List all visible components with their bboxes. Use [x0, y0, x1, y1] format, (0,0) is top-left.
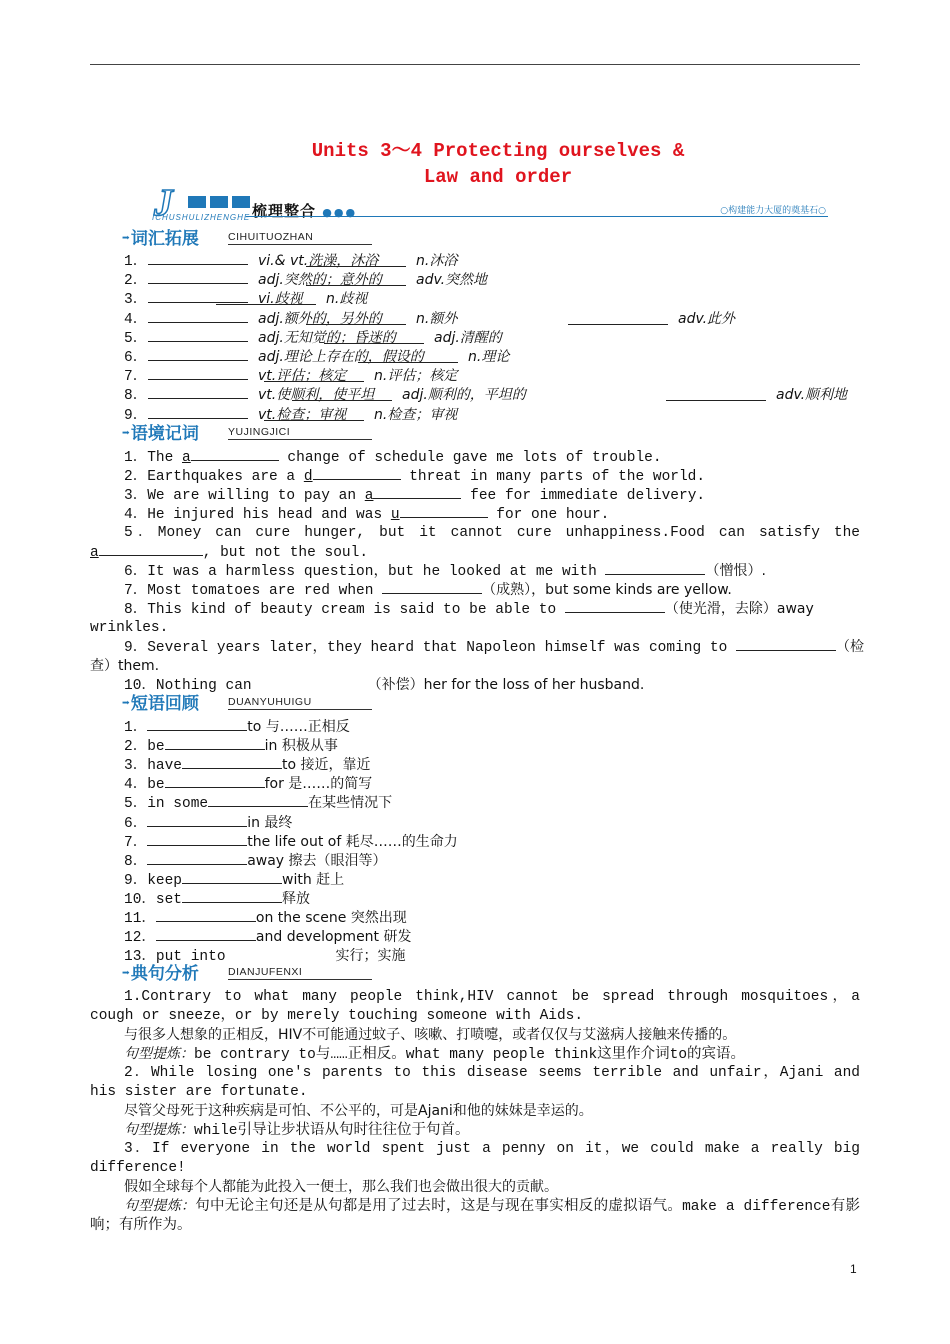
blank[interactable]	[99, 543, 203, 556]
blank[interactable]	[148, 271, 248, 284]
banner-line	[246, 216, 828, 217]
section-pinyin: YUJINGJICI	[228, 426, 372, 440]
blank[interactable]	[147, 852, 247, 865]
top-rule	[90, 64, 860, 65]
blank[interactable]	[156, 928, 256, 941]
context-item-5: 5．Money can cure hunger, but it cannot cure unhappiness.Food can satisfy the	[124, 525, 860, 541]
phrase-item: 3．have to 接近，靠近	[124, 757, 371, 774]
context-item-9-cont: 查）them.	[90, 658, 160, 674]
context-item-10: 10．Nothing can （补偿）her for the loss of her husband.	[124, 677, 645, 694]
blank[interactable]	[165, 775, 265, 788]
blank[interactable]	[736, 638, 836, 651]
banner-dots: ●●●	[322, 206, 358, 219]
section-banner	[150, 182, 830, 226]
blank[interactable]	[264, 369, 364, 382]
blank[interactable]	[156, 909, 256, 922]
blank[interactable]	[182, 871, 282, 884]
sentence-3-translation: 假如全球每个人都能为此投入一便士，那么我们也会做出很大的贡献。	[124, 1179, 558, 1195]
phrase-item: 12． and development 研发	[124, 929, 412, 946]
blank[interactable]	[165, 737, 265, 750]
vocab-item: 6． adj.理论上存在的，假设的 n.理论	[124, 349, 510, 366]
banner-right-text: ○构建能力大厦的奠基石○	[720, 206, 826, 216]
sentence-1-note: 句型提炼：be contrary to与……正相反。what many people think这里作介词to的宾语。	[124, 1046, 746, 1063]
banner-heading-text: 梳理整合	[252, 202, 317, 220]
section-pinyin: DUANYUHUIGU	[228, 696, 372, 710]
phrase-item: 5．in some 在某些情况下	[124, 795, 393, 812]
vocab-item: 4． adj.额外的，另外的 n.额外 adv.此外	[124, 311, 736, 328]
section-label: 短语回顾	[130, 694, 199, 714]
blank[interactable]	[324, 331, 424, 344]
context-item-1: 1．The a change of schedule gave me lots of trouble.	[124, 450, 662, 466]
blank[interactable]	[147, 718, 247, 731]
context-item-2: 2．Earthquakes are a d threat in many parts of the world.	[124, 469, 706, 485]
blank[interactable]	[373, 486, 461, 499]
blank[interactable]	[358, 350, 458, 363]
context-item-8: 8．This kind of beauty cream is said to be able to （使光滑，去除）away	[124, 601, 814, 618]
context-item-4: 4．He injured his head and was u for one hour.	[124, 507, 610, 523]
phrase-item: 11． on the scene 突然出现	[124, 910, 407, 927]
phrase-item: 8． away 擦去（眼泪等）	[124, 853, 387, 870]
banner-letter: J	[154, 182, 173, 224]
vocab-item: 5． adj.无知觉的；昏迷的 adj.清醒的	[124, 330, 502, 347]
context-item-7: 7．Most tomatoes are red when （成熟），but some kinds are yellow.	[124, 582, 732, 599]
vocab-section-header	[122, 229, 314, 249]
banner-subtitle: ICHUSHULIZHENGHE	[152, 213, 251, 222]
sentence-1-translation: 与很多人想象的正相反，HIV不可能通过蚊子、咳嗽、打喷嚏，或者仅仅与艾滋病人接触来传播的。	[124, 1027, 737, 1043]
sentence-3: 3．If everyone in the world spent just a penny on it，we could make a really big difference!	[90, 1141, 860, 1176]
blank[interactable]	[382, 581, 482, 594]
sentence-2: 2．While losing one's parents to this disease seems terrible and unfair，Ajani and his sister are fortunate.	[90, 1065, 860, 1100]
phrase-item: 10．set 释放	[124, 891, 311, 908]
blank[interactable]	[208, 794, 308, 807]
section-pinyin: DIANJUFENXI	[228, 966, 372, 980]
blank[interactable]	[306, 254, 406, 267]
blank[interactable]	[148, 367, 248, 380]
blank[interactable]	[306, 273, 406, 286]
blank[interactable]	[605, 562, 705, 575]
context-item-3: 3．We are willing to pay an a fee for immediate delivery.	[124, 488, 706, 504]
arrow-icon: ➡	[122, 966, 130, 981]
vocab-item: 7． vt.评估；核定 n.评估；核定	[124, 368, 458, 385]
blank[interactable]	[148, 406, 248, 419]
arrow-icon: ➡	[122, 696, 130, 711]
blank[interactable]	[292, 388, 392, 401]
phrase-item: 1． to 与……正相反	[124, 719, 350, 736]
blank[interactable]	[148, 310, 248, 323]
blank[interactable]	[400, 505, 488, 518]
phrase-item: 4．be for 是……的简写	[124, 776, 373, 793]
sentences-section-header	[122, 964, 303, 984]
vocab-item: 1． vi.& vt.洗澡，沐浴 n.沐浴	[124, 253, 458, 270]
sentence-2-translation: 尽管父母死于这种疾病是可怕、不公平的，可是Ajani和他的妹妹是幸运的。	[124, 1103, 593, 1119]
vocab-item: 2． adj.突然的；意外的 adv.突然地	[124, 272, 488, 289]
blank[interactable]	[306, 312, 406, 325]
blank[interactable]	[148, 386, 248, 399]
blank[interactable]	[182, 756, 282, 769]
blank[interactable]	[147, 814, 247, 827]
section-label: 语境记词	[130, 424, 199, 444]
phrase-item: 7． the life out of 耗尽……的生命力	[124, 834, 458, 851]
section-pinyin: CIHUITUOZHAN	[228, 231, 372, 245]
context-item-6: 6．It was a harmless question，but he looked at me with （憎恨）.	[124, 563, 766, 580]
phrases-section-header	[122, 694, 312, 714]
title-line-1: Units 3～4 Protecting ourselves &	[311, 140, 685, 162]
section-label: 典句分析	[130, 964, 199, 984]
blank[interactable]	[191, 448, 279, 461]
blank[interactable]	[666, 388, 766, 401]
page-number: 1	[850, 1262, 857, 1276]
blank[interactable]	[148, 329, 248, 342]
phrase-item: 2．be in 积极从事	[124, 738, 338, 755]
sentence-1: 1.Contrary to what many people think,HIV cannot be spread through mosquitoes，a cough or sneeze，or by merely touching someone with Aids.	[90, 989, 860, 1024]
blank[interactable]	[147, 833, 247, 846]
banner-heading	[252, 200, 357, 221]
arrow-icon: ➡	[122, 426, 130, 441]
phrase-item: 9．keep with 赶上	[124, 872, 345, 889]
section-label: 词汇拓展	[130, 229, 199, 249]
vocab-item: 9． vt.检查；审视 n.检查；审视	[124, 407, 458, 424]
sentence-2-note: 句型提炼：while引导让步状语从句时往往位于句首。	[124, 1122, 470, 1139]
vocab-item: 3． vi.歧视 n.歧视	[124, 291, 368, 308]
phrase-item: 13．put into 实行；实施	[124, 948, 406, 965]
page-title	[0, 138, 950, 190]
blank[interactable]	[216, 292, 316, 305]
blank[interactable]	[182, 890, 282, 903]
blank[interactable]	[565, 600, 665, 613]
arrow-icon: ➡	[122, 231, 130, 246]
context-item-5-cont: a , but not the soul.	[90, 545, 369, 561]
blank[interactable]	[148, 348, 248, 361]
context-item-9: 9．Several years later，they heard that Napoleon himself was coming to （检	[124, 639, 864, 656]
blank[interactable]	[264, 408, 364, 421]
sentence-3-note: 句型提炼：句中无论主句还是从句都是用了过去时，这是与现在事实相反的虚拟语气。make a difference有影响；有所作为。	[90, 1198, 861, 1234]
context-section-header	[122, 424, 291, 444]
blank[interactable]	[568, 312, 668, 325]
vocab-item: 8． vt.使顺利，使平坦 adj.顺利的，平坦的 adv.顺利地	[124, 387, 848, 404]
blank[interactable]	[313, 467, 401, 480]
title-line-2: Law and order	[423, 166, 573, 188]
context-item-8-cont: wrinkles.	[90, 620, 169, 636]
phrase-item: 6． in 最终	[124, 815, 293, 832]
blank[interactable]	[148, 252, 248, 265]
blank[interactable]	[226, 948, 336, 960]
